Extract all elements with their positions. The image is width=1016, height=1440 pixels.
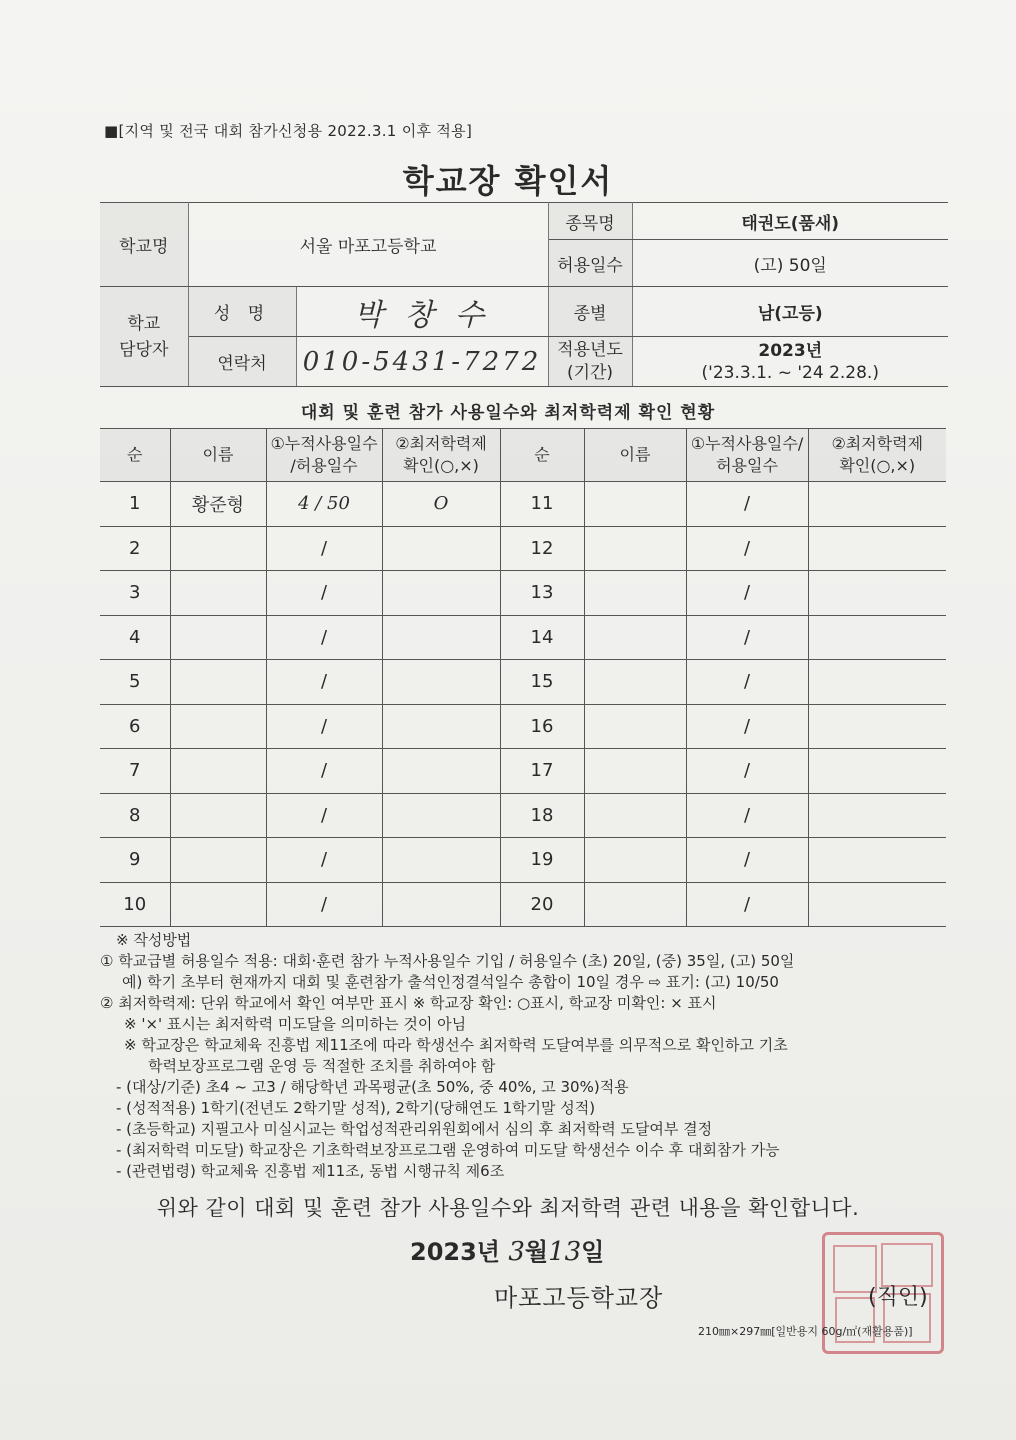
- row-no-right: 19: [500, 838, 584, 883]
- date-day-unit: 일: [581, 1238, 605, 1266]
- note-line: 학력보장프로그램 운영 등 적절한 조치를 취하여야 함: [148, 1057, 496, 1075]
- name-label: 성 명: [188, 287, 296, 337]
- row-check: [382, 704, 500, 749]
- row-name-right: [584, 571, 686, 616]
- row-check: [382, 571, 500, 616]
- row-no-right: 16: [500, 704, 584, 749]
- row-check-right: [808, 571, 946, 616]
- handwritten-name: 박 창 수: [296, 287, 548, 337]
- date-month-unit: 월: [524, 1238, 549, 1266]
- row-name: [170, 526, 266, 571]
- row-no: 9: [100, 838, 170, 883]
- row-no-right: 13: [500, 571, 584, 616]
- row-name: [170, 749, 266, 794]
- row-name: [170, 838, 266, 883]
- table-row: [100, 882, 946, 927]
- event-value: 태권도(품새): [632, 203, 948, 240]
- school-value: 서울 마포고등학교: [188, 203, 548, 287]
- row-days-right: /: [686, 704, 808, 749]
- row-check: [382, 526, 500, 571]
- row-name: 황준형: [170, 482, 266, 527]
- row-name-right: [584, 749, 686, 794]
- row-days-right: /: [686, 571, 808, 616]
- note-line: - (관련법령) 학교체육 진흥법 제11조, 동법 시행규칙 제6조: [116, 1162, 505, 1180]
- manager-label: 학교 담당자: [100, 287, 188, 387]
- row-check-right: [808, 793, 946, 838]
- row-no: 6: [100, 704, 170, 749]
- row-check: O: [382, 482, 500, 527]
- note-line: ② 최저학력제: 단위 학교에서 확인 여부만 표시 ※ 학교장 확인: ○표시, 학교장 미확인: × 표시: [100, 994, 717, 1012]
- row-days: /: [266, 838, 382, 883]
- note-line: - (성적적용) 1학기(전년도 2학기말 성적), 2학기(당해연도 1학기말 성적): [116, 1099, 596, 1117]
- note-line: ※ 학교장은 학교체육 진흥법 제11조에 따라 학생선수 최저학력 도달여부를 의무적으로 확인하고 기초: [124, 1036, 788, 1054]
- year-value: 2023년: [758, 340, 823, 361]
- row-no: 8: [100, 793, 170, 838]
- header-check-right: ②최저학력제 확인(○,×): [808, 429, 946, 482]
- document-title: 학교장 확인서: [402, 162, 614, 200]
- row-check-right: [808, 526, 946, 571]
- days-value: (고) 50일: [632, 240, 948, 287]
- header-name: 이름: [170, 429, 266, 482]
- note-line: - (초등학교) 지필고사 미실시교는 학업성적관리위원회에서 심의 후 최저학력 도달여부 결정: [116, 1120, 713, 1138]
- year-period: ('23.3.1. ~ '24 2.28.): [701, 362, 879, 383]
- row-days: /: [266, 615, 382, 660]
- table-row: [100, 838, 946, 883]
- header-days-right: ①누적사용일수/ 허용일수: [686, 429, 808, 482]
- row-check: [382, 882, 500, 927]
- event-label: 종목명: [548, 203, 632, 240]
- row-no: 3: [100, 571, 170, 616]
- row-name-right: [584, 660, 686, 705]
- row-check: [382, 749, 500, 794]
- table-row: [100, 615, 946, 660]
- handwritten-phone: 010-5431-7272: [296, 337, 548, 387]
- status-subtitle: 대회 및 훈련 참가 사용일수와 최저학력제 확인 현황: [300, 403, 716, 423]
- header-check: ②최저학력제 확인(○,×): [382, 429, 500, 482]
- table-row: [100, 704, 946, 749]
- row-no: 5: [100, 660, 170, 705]
- year-cell: [632, 337, 948, 387]
- row-check: [382, 838, 500, 883]
- note-line: - (최저학력 미도달) 학교장은 기초학력보장프로그램 운영하여 미도달 학생선수 이수 후 대회참가 가능: [116, 1141, 780, 1159]
- confirmation-statement: 위와 같이 대회 및 훈련 참가 사용일수와 최저학력 관련 내용을 확인합니다.: [156, 1196, 860, 1220]
- principal-name: 마포고등학교장: [494, 1284, 664, 1312]
- row-name-right: [584, 882, 686, 927]
- row-no-right: 17: [500, 749, 584, 794]
- row-name: [170, 615, 266, 660]
- usage-status-table: [100, 428, 946, 927]
- row-days-right: /: [686, 615, 808, 660]
- instructions-notes: [100, 930, 950, 1182]
- row-days-right: /: [686, 749, 808, 794]
- row-name: [170, 882, 266, 927]
- row-no: 2: [100, 526, 170, 571]
- row-check-right: [808, 615, 946, 660]
- row-days: /: [266, 526, 382, 571]
- table-header-row: [100, 429, 946, 482]
- school-label: 학교명: [100, 203, 188, 287]
- row-days-right: /: [686, 482, 808, 527]
- row-no: 7: [100, 749, 170, 794]
- row-days-right: /: [686, 793, 808, 838]
- date-year: 2023년: [410, 1238, 500, 1266]
- row-days-right: /: [686, 526, 808, 571]
- row-days: /: [266, 660, 382, 705]
- row-name-right: [584, 704, 686, 749]
- note-line: ① 학교급별 허용일수 적용: 대회·훈련 참가 누적사용일수 기입 / 허용일수 (초) 20일, (중) 35일, (고) 50일: [100, 952, 795, 970]
- row-name: [170, 660, 266, 705]
- row-no-right: 15: [500, 660, 584, 705]
- row-check-right: [808, 749, 946, 794]
- row-no-right: 20: [500, 882, 584, 927]
- row-days: /: [266, 704, 382, 749]
- row-name: [170, 704, 266, 749]
- row-check-right: [808, 482, 946, 527]
- row-check: [382, 660, 500, 705]
- row-days-right: /: [686, 838, 808, 883]
- form-header-note: ■[지역 및 전국 대회 참가신청용 2022.3.1 이후 적용]: [104, 122, 473, 140]
- header-days: ①누적사용일수 /허용일수: [266, 429, 382, 482]
- row-name: [170, 793, 266, 838]
- header-no: 순: [100, 429, 170, 482]
- row-name-right: [584, 526, 686, 571]
- row-check-right: [808, 660, 946, 705]
- row-days-right: /: [686, 660, 808, 705]
- row-days: /: [266, 882, 382, 927]
- row-check: [382, 615, 500, 660]
- row-name-right: [584, 615, 686, 660]
- row-no: 1: [100, 482, 170, 527]
- note-line: ※ '×' 표시는 최저학력 미도달을 의미하는 것이 아님: [124, 1015, 467, 1033]
- year-label: 적용년도 (기간): [548, 337, 632, 387]
- table-row: [100, 526, 946, 571]
- row-no-right: 18: [500, 793, 584, 838]
- table-row: [100, 482, 946, 527]
- row-days: /: [266, 793, 382, 838]
- row-check-right: [808, 704, 946, 749]
- row-days: /: [266, 749, 382, 794]
- days-label: 허용일수: [548, 240, 632, 287]
- row-no-right: 11: [500, 482, 584, 527]
- row-check-right: [808, 838, 946, 883]
- row-name-right: [584, 838, 686, 883]
- table-row: [100, 660, 946, 705]
- date-month-handwritten: 3: [508, 1237, 525, 1267]
- row-name-right: [584, 482, 686, 527]
- row-no: 4: [100, 615, 170, 660]
- row-name: [170, 571, 266, 616]
- row-days-right: /: [686, 882, 808, 927]
- table-row: [100, 571, 946, 616]
- row-check: [382, 793, 500, 838]
- note-line: ※ 작성방법: [116, 931, 192, 949]
- category-label: 종별: [548, 287, 632, 337]
- row-name-right: [584, 793, 686, 838]
- seal-label: (직인): [868, 1285, 928, 1310]
- row-check-right: [808, 882, 946, 927]
- paper-size-note: 210㎜×297㎜[일반용지 60g/㎡(재활용품)]: [698, 1325, 913, 1338]
- category-value: 남(고등): [632, 287, 948, 337]
- contact-label: 연락처: [188, 337, 296, 387]
- school-info-table: [100, 202, 948, 387]
- date-day-handwritten: 13: [548, 1237, 582, 1267]
- date-line: [410, 1232, 604, 1267]
- header-name-right: 이름: [584, 429, 686, 482]
- row-days: 4 / 50: [266, 482, 382, 527]
- note-line: 예) 학기 초부터 현재까지 대회 및 훈련참가 출석인정결석일수 총합이 10일 경우 ⇨ 표기: (고) 10/50: [122, 973, 779, 991]
- table-row: [100, 749, 946, 794]
- row-days: /: [266, 571, 382, 616]
- header-no-right: 순: [500, 429, 584, 482]
- row-no-right: 12: [500, 526, 584, 571]
- row-no: 10: [100, 882, 170, 927]
- table-row: [100, 793, 946, 838]
- row-no-right: 14: [500, 615, 584, 660]
- note-line: - (대상/기준) 초4 ~ 고3 / 해당학년 과목평균(초 50%, 중 40%, 고 30%)적용: [116, 1078, 629, 1096]
